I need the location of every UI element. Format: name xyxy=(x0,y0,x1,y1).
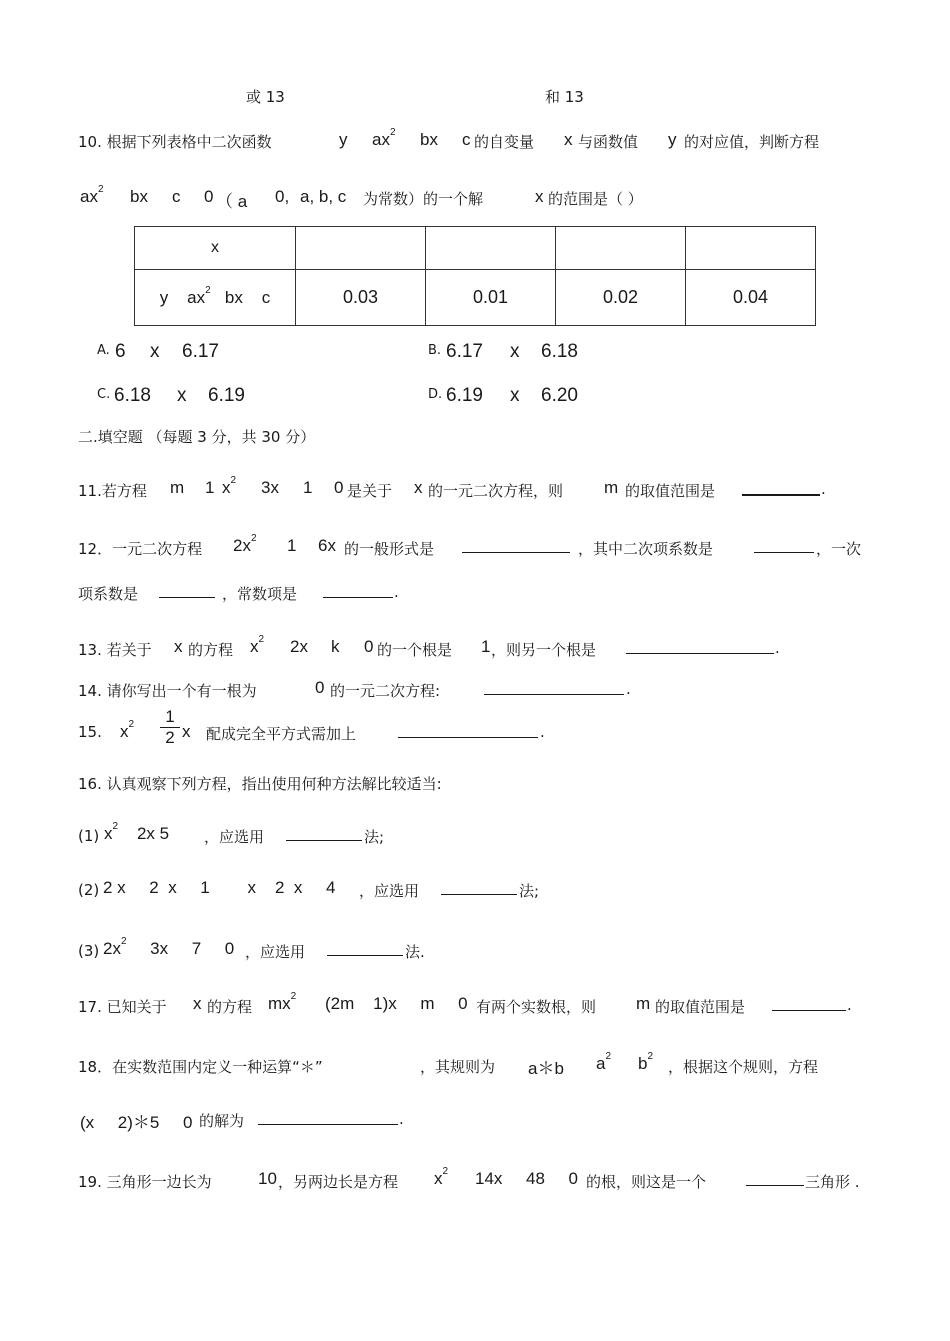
q16-p1-label: (1) xyxy=(78,827,100,845)
q10-text1: 的自变量 xyxy=(474,133,535,151)
q13-one: 1 xyxy=(481,637,491,656)
q10-fn-bx: bx xyxy=(420,130,438,149)
q14-equation-blank[interactable] xyxy=(484,680,624,695)
q17-mx: $mx^2$ xyxy=(268,991,297,1013)
q10-eq-c: c xyxy=(172,187,181,206)
q13-end: . xyxy=(775,639,780,657)
choice-c-text: 或 13 xyxy=(246,88,285,106)
q18-text-c: ，根据这个规则，方程 xyxy=(668,1058,819,1076)
option-b-low: 6.17 xyxy=(446,341,483,362)
q19-x: $x^2$ xyxy=(434,1166,449,1188)
q12-line2-b: ，常数项是 xyxy=(222,585,298,603)
q13-k: k xyxy=(331,637,340,656)
q13-other-root-blank[interactable] xyxy=(626,639,774,654)
q14-text-b: 的一元二次方程: xyxy=(330,682,441,700)
option-b-x: x xyxy=(510,341,520,362)
q14-end: . xyxy=(626,680,631,698)
choice-d-text: 和 13 xyxy=(545,88,584,106)
q12-6x: 6x xyxy=(318,536,336,555)
q17-range-blank[interactable] xyxy=(772,996,846,1011)
q13-text-d: ，则另一个根是 xyxy=(491,641,597,659)
q10-fn-c: c xyxy=(462,130,471,149)
q10-text3: 的对应值，判断方程 xyxy=(684,133,820,151)
q12-end: . xyxy=(394,583,399,601)
option-d-low: 6.19 xyxy=(446,385,483,406)
q15-term-blank[interactable] xyxy=(398,723,538,738)
q10-var-x2: x xyxy=(535,187,544,206)
q11-end: . xyxy=(821,480,826,498)
q17-text-a: 17. 已知关于 xyxy=(78,998,167,1016)
q18-text-a: 18．在实数范围内定义一种运算“＊” xyxy=(78,1058,323,1076)
q10-fn-y: y xyxy=(339,130,348,149)
q16-p2-eq: 2 x 2 x 1 x 2 x 4 xyxy=(103,878,336,897)
q16-p1-text: ，应选用 xyxy=(204,828,265,846)
q19-text-b: ，另两边长是方程 xyxy=(278,1173,399,1191)
q14-text-a: 14. 请你写出一个有一根为 xyxy=(78,682,257,700)
q13-x: x xyxy=(174,637,183,656)
q15-x2: x xyxy=(182,722,191,741)
q18-rule-b2: $b^2$ xyxy=(638,1051,654,1073)
q16-p1-eq: $x^2$ 2x 5 xyxy=(104,821,170,843)
option-a-high: 6.17 xyxy=(182,341,219,362)
q10-eq-ax: $ax^2$ xyxy=(80,184,104,206)
q10-abc: a, b, c xyxy=(300,187,347,206)
q19-text-d: 三角形 . xyxy=(805,1173,860,1191)
option-b-letter: B. xyxy=(428,343,442,358)
q11-num: 11.若方程 xyxy=(78,482,147,500)
table-header-y: y $ax^2$ bx c xyxy=(135,270,296,326)
q12-constant-blank[interactable] xyxy=(323,583,393,598)
q12-quadratic-coef-blank[interactable] xyxy=(754,538,814,553)
option-a-x: x xyxy=(150,341,160,362)
q11-x: $x^2$ xyxy=(222,475,237,497)
q11-one: 1 xyxy=(205,478,215,497)
value-table xyxy=(134,226,816,326)
q17-text-c: 有两个实数根，则 xyxy=(476,998,597,1016)
q10-cond-zero: 0, xyxy=(275,187,290,206)
q13-zero: 0 xyxy=(364,637,374,656)
table-x-cell-1 xyxy=(296,227,426,270)
q19-ten: 10 xyxy=(258,1169,277,1188)
q19-triangle-type-blank[interactable] xyxy=(746,1171,804,1186)
q17-mid: (2m 1)x m 0 xyxy=(325,994,468,1013)
q19-text-a: 19. 三角形一边长为 xyxy=(78,1173,212,1191)
q14-zero: 0 xyxy=(315,678,325,697)
table-y-value-2: 0.01 xyxy=(426,270,556,326)
q11-answer-blank[interactable] xyxy=(742,480,820,496)
q18-solution-blank[interactable] xyxy=(258,1110,398,1125)
option-c-low: 6.18 xyxy=(114,385,151,406)
q10-var-y: y xyxy=(668,130,677,149)
q19-rest: 14x 48 0 xyxy=(475,1169,579,1188)
option-d-letter: D. xyxy=(428,387,443,402)
q17-x: x xyxy=(193,994,202,1013)
q10-text2: 与函数值 xyxy=(578,133,639,151)
q11-one2: 1 xyxy=(303,478,313,497)
q15-num: 15. xyxy=(78,723,102,741)
q18-end: . xyxy=(399,1110,404,1128)
q18-rule-a2: $a^2$ xyxy=(596,1051,612,1073)
q16-p2-suffix: 法; xyxy=(519,882,540,900)
q11-m2: m xyxy=(604,478,619,497)
q15-end: . xyxy=(540,723,545,741)
q15-text-b: 配成完全平方式需加上 xyxy=(206,725,357,743)
option-a-letter: A. xyxy=(97,343,110,358)
q11-text-d: 的取值范围是 xyxy=(625,482,716,500)
q11-m: m xyxy=(170,478,185,497)
q12-general-form-blank[interactable] xyxy=(462,538,570,553)
q11-x2: x xyxy=(414,478,423,497)
q11-3x: 3x xyxy=(261,478,279,497)
option-d-high: 6.20 xyxy=(541,385,578,406)
option-c-high: 6.19 xyxy=(208,385,245,406)
q16-p3-eq: $2x^2$ 3x 7 0 xyxy=(103,936,235,958)
q13-text-b: 的方程 xyxy=(188,641,234,659)
q12-text-c: ，其中二次项系数是 xyxy=(578,540,714,558)
q12-text-d: ，一次 xyxy=(816,540,862,558)
q13-x2: $x^2$ xyxy=(250,634,265,656)
q15-fraction-numerator: 1 xyxy=(165,707,175,726)
q16-p3-text: ，应选用 xyxy=(245,943,306,961)
q16-p3-label: (3) xyxy=(78,942,100,960)
q10-tail: 的范围是（ ） xyxy=(548,190,643,208)
option-c-letter: C. xyxy=(97,387,111,402)
q18-rule-a: a＊b xyxy=(528,1059,564,1078)
q11-text-b: 是关于 xyxy=(347,482,393,500)
q16-intro: 16. 认真观察下列方程，指出使用何种方法解比较适当: xyxy=(78,775,442,793)
q16-p1-suffix: 法; xyxy=(364,828,385,846)
q13-text-a: 13. 若关于 xyxy=(78,641,152,659)
q12-one: 1 xyxy=(287,536,297,555)
q10-prefix: 10. 根据下列表格中二次函数 xyxy=(78,133,272,151)
q17-text-b: 的方程 xyxy=(207,998,253,1016)
q12-line2-a: 项系数是 xyxy=(78,585,139,603)
q16-p2-method-blank[interactable] xyxy=(441,880,517,895)
q15-x: $x^2$ xyxy=(120,719,135,741)
q10-eq-zero: 0 xyxy=(204,187,214,206)
q12-linear-coef-blank[interactable] xyxy=(159,583,215,598)
q13-2x: 2x xyxy=(290,637,308,656)
q16-p1-method-blank[interactable] xyxy=(286,826,362,841)
q16-p2-label: (2) xyxy=(78,881,100,899)
section-heading: 二.填空题 （每题 3 分，共 30 分） xyxy=(78,428,316,446)
q10-eq-bx: bx xyxy=(130,187,148,206)
q19-text-c: 的根，则这是一个 xyxy=(586,1173,707,1191)
option-b-high: 6.18 xyxy=(541,341,578,362)
q11-text-c: 的一元二次方程，则 xyxy=(428,482,564,500)
q11-zero: 0 xyxy=(334,478,344,497)
table-y-value-3: 0.02 xyxy=(556,270,686,326)
option-a-low: 6 xyxy=(115,341,126,362)
q17-m: m xyxy=(636,994,651,1013)
q18-line2-eq: (x 2)＊5 0 xyxy=(80,1113,193,1132)
q10-cond-text: 为常数）的一个解 xyxy=(363,190,484,208)
q12-text-a: 12．一元二次方程 xyxy=(78,540,203,558)
table-y-value-1: 0.03 xyxy=(296,270,426,326)
q16-p3-method-blank[interactable] xyxy=(327,941,403,956)
option-c-x: x xyxy=(177,385,187,406)
q10-var-x: x xyxy=(564,130,573,149)
q17-end: . xyxy=(847,996,852,1014)
q16-p3-suffix: 法. xyxy=(405,943,425,961)
q10-fn-ax: $ax^2$ xyxy=(372,127,396,149)
q16-p2-text: ，应选用 xyxy=(359,882,420,900)
q13-text-c: 的一个根是 xyxy=(377,641,453,659)
q12-2x: $2x^2$ xyxy=(233,533,257,555)
table-y-value-4: 0.04 xyxy=(686,270,816,326)
table-header-x: x xyxy=(135,227,296,270)
q15-fraction xyxy=(160,707,180,748)
q18-text-b: ，其规则为 xyxy=(420,1058,496,1076)
table-x-cell-3 xyxy=(556,227,686,270)
q17-text-d: 的取值范围是 xyxy=(655,998,746,1016)
q18-line2-text: 的解为 xyxy=(199,1112,245,1130)
q10-cond: （ a xyxy=(216,192,248,211)
option-d-x: x xyxy=(510,385,520,406)
table-x-cell-4 xyxy=(686,227,816,270)
table-x-cell-2 xyxy=(426,227,556,270)
q15-fraction-denominator: 2 xyxy=(160,727,180,748)
q12-text-b: 的一般形式是 xyxy=(344,540,435,558)
